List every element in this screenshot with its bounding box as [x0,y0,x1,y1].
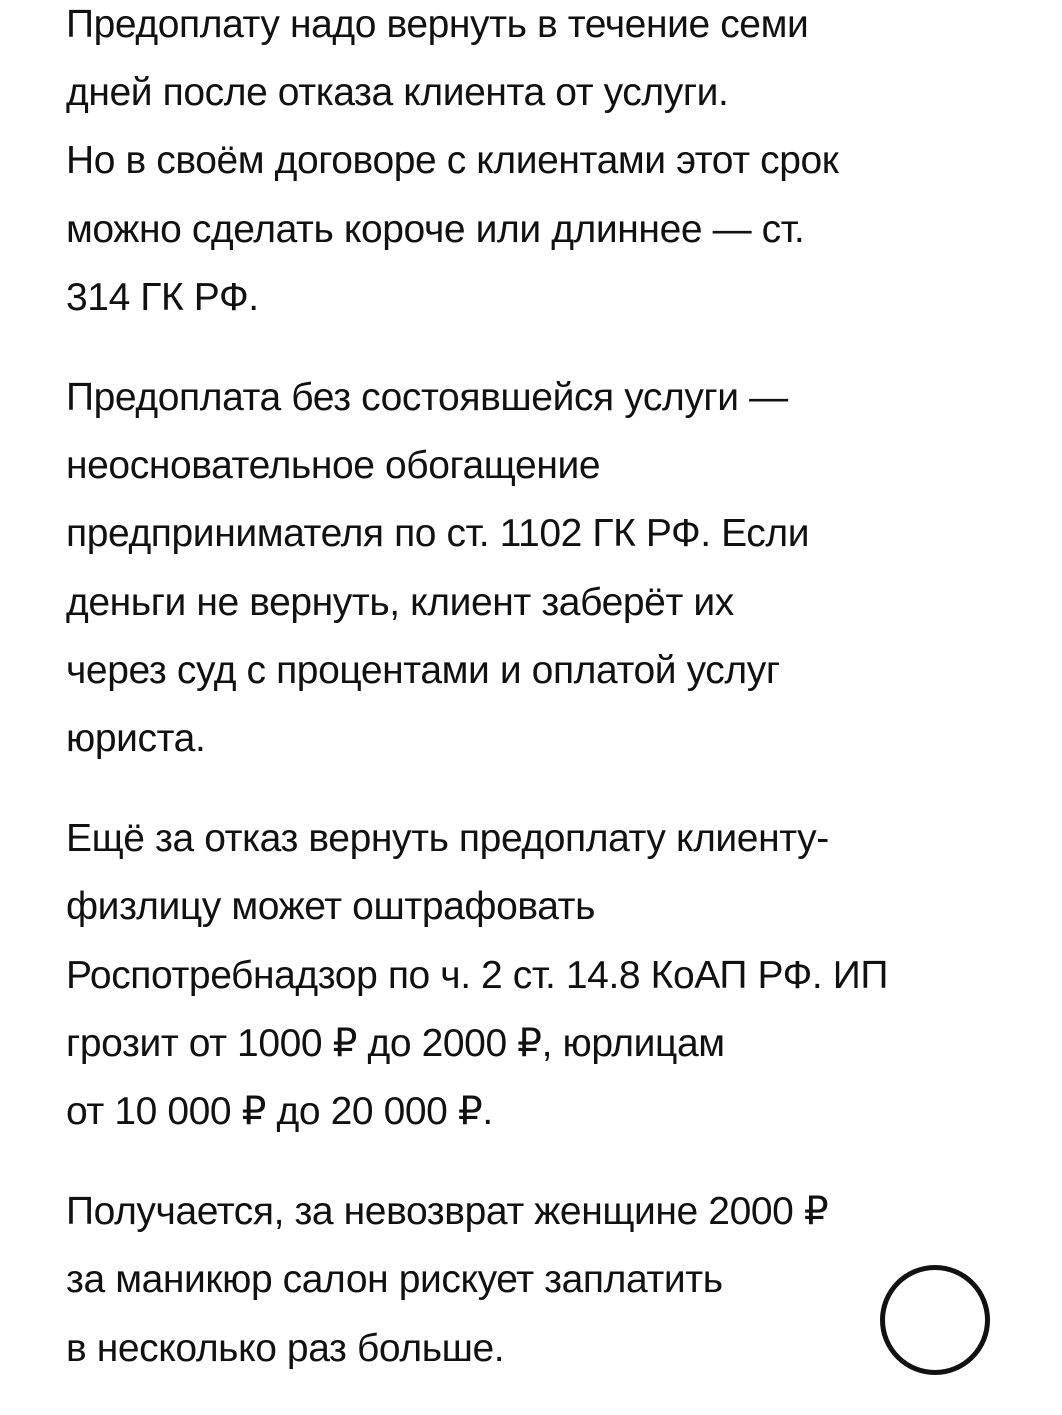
floating-action-button[interactable] [880,1265,990,1375]
text-line: дней после отказа клиента от услуги. [66,71,729,115]
text-line: неосновательное обогащение [66,444,601,488]
paragraph-refund-deadline [66,0,1026,332]
text-line: Роспотребнадзор по ч. 2 ст. 14.8 КоАП РФ. ИП [66,953,889,997]
paragraph-conclusion [66,1178,1026,1383]
text-line: деньги не вернуть, клиент заберёт их [66,580,734,624]
text-line: предпринимателя по ст. 1102 ГК РФ. Если [66,512,810,556]
text-line: от 10 000 ₽ до 20 000 ₽. [66,1090,493,1134]
text-line: юриста. [66,717,206,761]
text-line: Ещё за отказ вернуть предоплату клиенту- [66,817,829,861]
article-body [66,0,1026,1415]
text-line: грозит от 1000 ₽ до 2000 ₽, юрлицам [66,1021,725,1065]
text-line: в несколько раз больше. [66,1326,505,1370]
text-line: 314 ГК РФ. [66,275,259,319]
text-line: через суд с процентами и оплатой услуг [66,648,780,692]
paragraph-fines [66,805,1026,1146]
text-line: Предоплату надо вернуть в течение семи [66,3,809,46]
text-line: Но в своём договоре с клиентами этот срок [66,139,839,183]
text-line: за маникюр салон рискует заплатить [66,1258,723,1302]
text-line: физлицу может оштрафовать [66,885,596,929]
paragraph-unjust-enrichment [66,364,1026,773]
text-line: Получается, за невозврат женщине 2000 ₽ [66,1190,829,1234]
text-line: Предоплата без состоявшейся услуги — [66,376,788,420]
text-line: можно сделать короче или длиннее — ст. [66,207,805,251]
